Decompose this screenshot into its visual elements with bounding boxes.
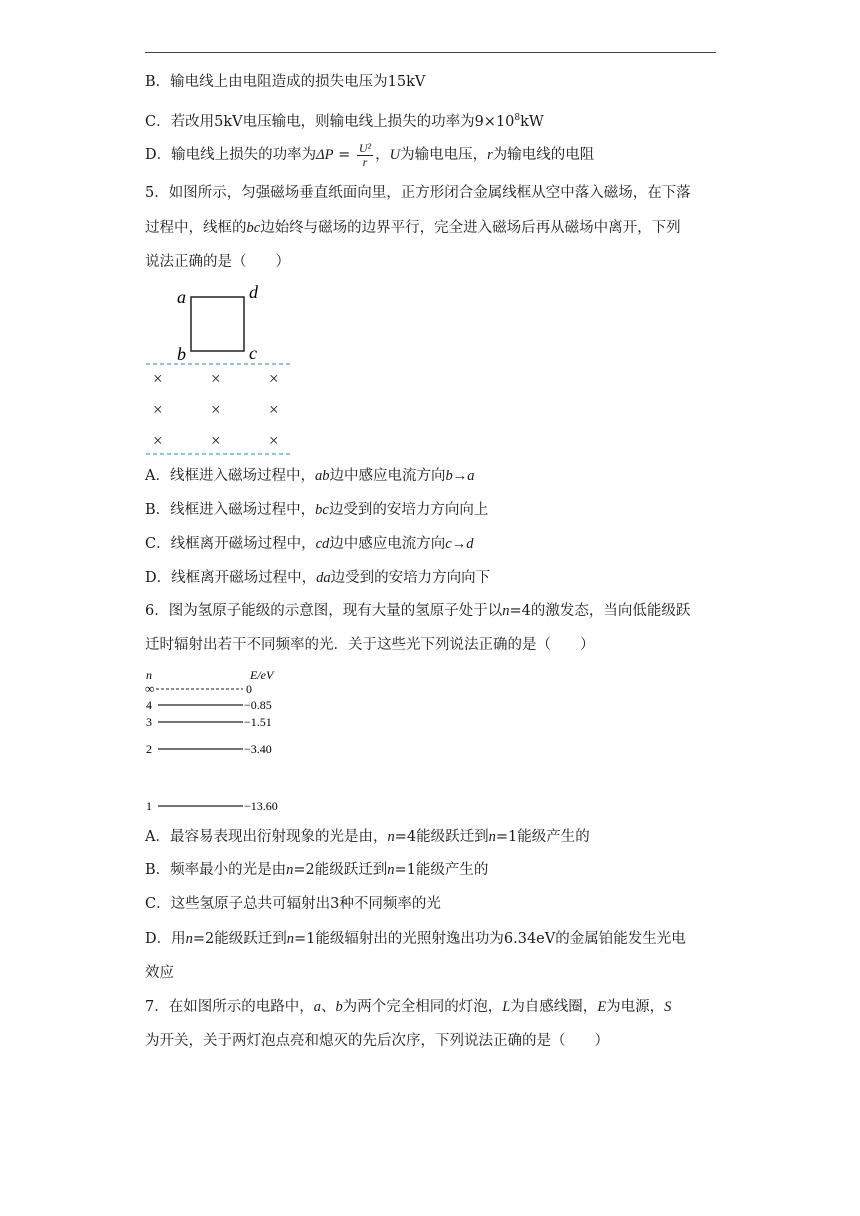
q6-option-a-pre: A．最容易表现出衍射现象的光是由，	[145, 829, 388, 845]
q6-option-a-n2: n	[488, 829, 496, 845]
q6-option-d	[145, 929, 686, 949]
q6-option-b-pre: B．频率最小的光是由	[145, 862, 287, 878]
q5-option-c-mid: 边中感应电流方向	[329, 536, 446, 552]
cross-mark: ×	[269, 400, 279, 419]
level-n-infinity: ∞	[145, 681, 155, 696]
q6-option-d-line2-text: 效应	[145, 965, 174, 981]
field-crosses	[153, 369, 279, 450]
q6-stem-line1-n: n	[502, 603, 510, 619]
q5-stem-line1	[145, 183, 691, 203]
q4-option-b	[145, 72, 425, 92]
q4-option-d-delta: ΔP	[316, 147, 334, 163]
q6-option-a-post: =1能级产生的	[495, 829, 590, 845]
q5-stem-line2	[145, 218, 681, 238]
q5-option-a-dir: b→a	[445, 468, 475, 484]
q5-stem-line1-text: 5．如图所示，匀强磁场垂直纸面向里，正方形闭合金属线框从空中落入磁场，在下落	[145, 185, 691, 201]
q5-stem-line2-post: 边始终与磁场的边界平行，完全进入磁场后再从磁场中离开，下列	[260, 220, 681, 236]
cross-mark: ×	[211, 400, 221, 419]
cross-mark: ×	[153, 400, 163, 419]
label-d: d	[249, 282, 258, 302]
q6-option-b-n2: n	[387, 862, 395, 878]
q6-option-a-mid: =4能级跃迁到	[394, 829, 489, 845]
q6-option-b-post: =1能级产生的	[394, 862, 489, 878]
cross-mark: ×	[269, 369, 279, 388]
q4-option-d-r: r	[487, 147, 493, 163]
q4-option-d-mid: 为输电电压，	[400, 147, 488, 163]
label-c: c	[249, 343, 257, 363]
q7-mid1: 为两个完全相同的灯泡，	[342, 999, 503, 1015]
q5-option-d-pre: D．线框离开磁场过程中，	[145, 570, 317, 586]
q5-stem-line2-bc: bc	[246, 220, 261, 236]
q6-option-d-n2: n	[286, 931, 295, 947]
level-n-2: 2	[146, 742, 152, 756]
cross-mark: ×	[211, 369, 221, 388]
q5-option-b-var: bc	[315, 502, 329, 518]
q4-option-d-eq: =	[333, 147, 355, 163]
q6-stem-line2-text: 迁时辐射出若干不同频率的光．关于这些光下列说法正确的是（ ）	[145, 637, 595, 653]
header-rule	[145, 52, 716, 53]
q7-stem-line1	[145, 997, 671, 1017]
level-e-infinity: 0	[246, 682, 252, 696]
level-n-3: 3	[146, 715, 152, 729]
q6-stem-line1	[145, 601, 690, 621]
q6-option-c-text: C．这些氢原子总共可辐射出3种不同频率的光	[145, 896, 441, 912]
label-a: a	[177, 287, 186, 307]
q5-option-a-mid: 边中感应电流方向	[329, 468, 446, 484]
q5-option-b-pre: B．线框进入磁场过程中，	[145, 502, 316, 518]
level-n-4: 4	[146, 698, 152, 712]
q5-option-c	[145, 534, 473, 554]
q6-stem-line1-pre: 6．图为氢原子能级的示意图，现有大量的氢原子处于以	[145, 603, 503, 619]
q7-stem-line2-text: 为开关，关于两灯泡点亮和熄灭的先后次序，下列说法正确的是（ ）	[145, 1033, 609, 1049]
q4-option-d	[145, 141, 594, 169]
label-b: b	[177, 344, 186, 364]
q6-option-b-n1: n	[286, 862, 294, 878]
q6-option-b	[145, 860, 488, 880]
cross-mark: ×	[211, 431, 221, 450]
q7-sep: 、	[320, 999, 336, 1015]
q7-var-a: a	[313, 999, 321, 1015]
q4-option-d-post: 为输电线的电阻	[492, 147, 595, 163]
q6-option-a	[145, 827, 590, 847]
magnetic-field-figure	[140, 278, 300, 460]
cross-mark: ×	[153, 369, 163, 388]
q7-stem-line2	[145, 1031, 609, 1051]
level-e-1: −13.60	[244, 799, 278, 813]
q5-stem-line2-pre: 过程中，线框的	[145, 220, 247, 236]
q6-option-c	[145, 894, 441, 914]
q5-option-a	[145, 466, 474, 486]
q7-mid3: 为电源，	[606, 999, 665, 1015]
q5-option-c-var: cd	[315, 536, 330, 552]
q5-option-b-post: 边受到的安培力方向向上	[328, 502, 489, 518]
level-e-3: −1.51	[244, 715, 272, 729]
q7-mid2: 为自感线圈，	[510, 999, 598, 1015]
fraction-denominator: r	[362, 154, 368, 169]
square-coil	[191, 297, 244, 351]
energy-level-diagram	[140, 665, 300, 815]
q5-option-b	[145, 500, 488, 520]
q7-var-e: E	[597, 999, 607, 1015]
level-e-2: −3.40	[244, 742, 272, 756]
level-n-1: 1	[146, 799, 152, 813]
n-axis-label: n	[146, 668, 152, 682]
q4-option-c-pre: C．若改用5kV电压输电，则输电线上损失的功率为9×10	[145, 113, 515, 130]
q6-option-d-pre: D．用	[145, 931, 186, 947]
q5-option-a-var: ab	[314, 468, 330, 484]
q5-option-d	[145, 568, 490, 588]
q5-stem-line3	[145, 252, 290, 272]
q5-option-c-pre: C．线框离开磁场过程中，	[145, 536, 316, 552]
q6-option-d-post: =1能级辐射出的光照射逸出功为6.34eV的金属铂能发生光电	[294, 931, 686, 947]
q5-option-c-dir: c→d	[445, 536, 474, 552]
q6-stem-line2	[145, 635, 595, 655]
q6-option-a-n1: n	[387, 829, 395, 845]
q6-option-b-mid: =2能级跃迁到	[293, 862, 388, 878]
q6-option-d-mid: =2能级跃迁到	[192, 931, 287, 947]
q4-option-c	[145, 108, 544, 132]
q6-option-d-n1: n	[185, 931, 193, 947]
q5-stem-line3-text: 说法正确的是（ ）	[145, 254, 290, 270]
q5-option-d-var: da	[316, 570, 331, 586]
q5-option-a-pre: A．线框进入磁场过程中，	[145, 468, 315, 484]
q4-option-d-u: U	[389, 147, 401, 163]
q7-var-s: S	[664, 999, 672, 1015]
power-loss-fraction	[357, 142, 373, 169]
q6-stem-line1-post: =4的激发态，当向低能级跃	[509, 603, 691, 619]
q4-option-c-exp: 8	[514, 113, 521, 123]
level-e-4: −0.85	[244, 698, 272, 712]
q7-var-b: b	[335, 999, 343, 1015]
q6-option-d-line2	[145, 963, 174, 983]
q4-option-b-text: B．输电线上由电阻造成的损失电压为15kV	[145, 74, 426, 90]
cross-mark: ×	[269, 431, 279, 450]
q5-option-d-post: 边受到的安培力方向向下	[330, 570, 491, 586]
energy-axis-label: E/eV	[250, 668, 274, 682]
q4-option-d-pre: D．输电线上损失的功率为	[145, 147, 317, 163]
q7-var-l: L	[502, 999, 511, 1015]
q7-stem-line1-pre: 7．在如图所示的电路中，	[145, 999, 314, 1015]
q4-option-c-post: kW	[520, 113, 544, 130]
fraction-numerator: U²	[358, 140, 372, 155]
q4-option-d-comma: ，	[375, 147, 390, 163]
cross-mark: ×	[153, 431, 163, 450]
